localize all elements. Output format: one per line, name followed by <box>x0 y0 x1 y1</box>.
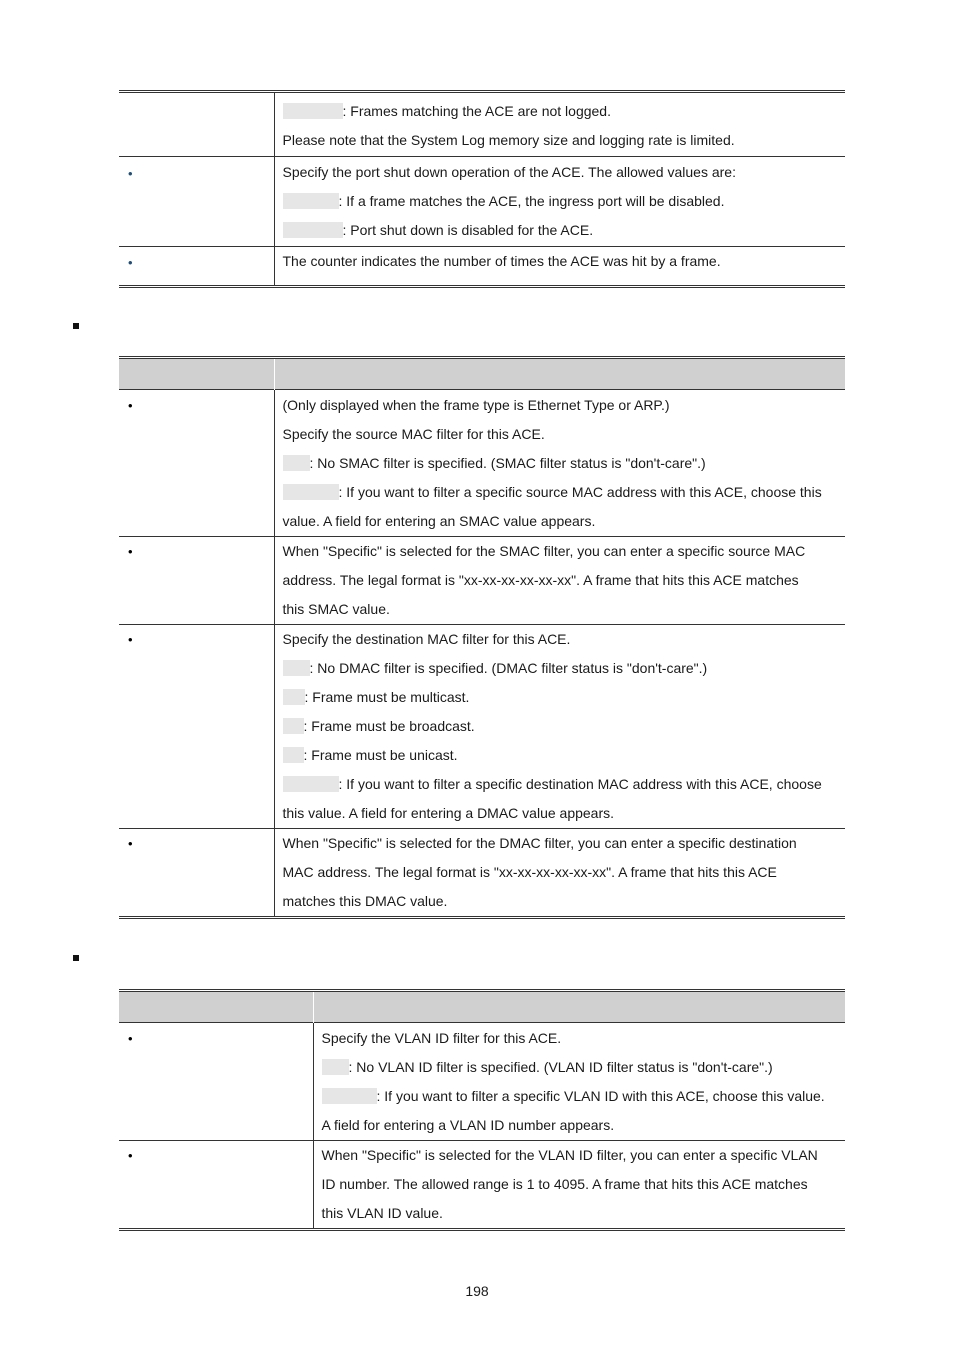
table-header <box>119 991 845 1023</box>
desc-line: this VLAN ID value. <box>321 1205 443 1221</box>
desc-line: The counter indicates the number of times the ACE was hit by a frame. <box>282 253 721 269</box>
desc-line: : Frame must be unicast. <box>283 741 838 770</box>
desc-line: : Port shut down is disabled for the ACE. <box>283 216 838 245</box>
desc-cell <box>274 247 845 287</box>
bullet-icon: • <box>128 544 133 559</box>
table-row <box>119 92 845 157</box>
bullet-icon: • <box>128 632 133 647</box>
desc-cell <box>274 157 845 247</box>
desc-line: Please note that the System Log memory size and logging rate is limited. <box>282 132 735 148</box>
table-row <box>119 157 845 247</box>
desc-line: When "Specific" is selected for the VLAN ID filter, you can enter a specific VLAN <box>321 1147 818 1163</box>
desc-line: : No DMAC filter is specified. (DMAC filter status is "don't-care".) <box>283 654 838 683</box>
desc-cell <box>313 1141 845 1230</box>
header-cell-description <box>274 358 845 390</box>
mac-parameter-table <box>119 356 845 919</box>
desc-cell <box>274 537 845 625</box>
param-cell <box>119 247 274 287</box>
param-cell <box>119 1023 313 1141</box>
value-highlight <box>283 747 304 763</box>
param-cell <box>119 829 274 918</box>
header-cell-description <box>313 991 845 1023</box>
desc-line: ID number. The allowed range is 1 to 4095. A frame that hits this ACE matches <box>321 1176 808 1192</box>
desc-line: Specify the source MAC filter for this ACE. <box>282 426 545 442</box>
param-cell <box>119 390 274 537</box>
desc-line: : If a frame matches the ACE, the ingress port will be disabled. <box>283 187 838 216</box>
value-highlight <box>283 103 343 119</box>
value-highlight <box>283 222 343 238</box>
header-cell-object <box>119 358 274 390</box>
desc-cell <box>274 625 845 829</box>
table-row <box>119 1141 845 1230</box>
bullet-icon: • <box>128 836 133 851</box>
desc-cell <box>313 1023 845 1141</box>
value-highlight <box>322 1088 377 1104</box>
table-row <box>119 1023 845 1141</box>
desc-line: : No SMAC filter is specified. (SMAC filter status is "don't-care".) <box>283 449 838 478</box>
desc-cell <box>274 390 845 537</box>
bullet-icon: • <box>128 1148 133 1163</box>
desc-line: this value. A field for entering a DMAC value appears. <box>282 805 615 821</box>
value-highlight <box>283 776 339 792</box>
value-highlight <box>322 1059 349 1075</box>
desc-line: this SMAC value. <box>282 601 390 617</box>
desc-line: Specify the destination MAC filter for this ACE. <box>282 631 571 647</box>
section-square-bullet-icon <box>73 955 79 961</box>
value-highlight <box>283 455 310 471</box>
desc-line: When "Specific" is selected for the DMAC filter, you can enter a specific destination <box>282 835 797 851</box>
desc-line: : Frame must be broadcast. <box>283 712 838 741</box>
bullet-icon: • <box>128 398 133 413</box>
table-row <box>119 247 845 287</box>
table-row <box>119 625 845 829</box>
desc-line: MAC address. The legal format is "xx-xx-xx-xx-xx-xx". A frame that hits this ACE <box>282 864 777 880</box>
table-header <box>119 358 845 390</box>
desc-line: matches this DMAC value. <box>282 893 448 909</box>
desc-line: A field for entering a VLAN ID number appears. <box>321 1117 615 1133</box>
param-cell <box>119 537 274 625</box>
table-row <box>119 390 845 537</box>
desc-line: Specify the port shut down operation of the ACE. The allowed values are: <box>282 164 736 180</box>
desc-line: : If you want to filter a specific VLAN ID with this ACE, choose this value. <box>322 1082 838 1111</box>
desc-line: : Frames matching the ACE are not logged. <box>283 97 838 126</box>
section-square-bullet-icon <box>73 323 79 329</box>
param-cell <box>119 1141 313 1230</box>
header-cell-object <box>119 991 313 1023</box>
value-highlight <box>283 660 310 676</box>
value-highlight <box>283 193 339 209</box>
value-highlight <box>283 718 304 734</box>
value-highlight <box>283 484 339 500</box>
table-row <box>119 829 845 918</box>
bullet-icon: • <box>128 166 133 181</box>
desc-line: When "Specific" is selected for the SMAC filter, you can enter a specific source MAC <box>282 543 806 559</box>
desc-line: : If you want to filter a specific destination MAC address with this ACE, choose <box>283 770 838 799</box>
desc-line: : Frame must be multicast. <box>283 683 838 712</box>
bullet-icon: • <box>128 1031 133 1046</box>
param-cell <box>119 625 274 829</box>
desc-line: : If you want to filter a specific source MAC address with this ACE, choose this <box>283 478 838 507</box>
desc-line: : No VLAN ID filter is specified. (VLAN ID filter status is "don't-care".) <box>322 1053 838 1082</box>
value-highlight <box>283 689 305 705</box>
param-cell <box>119 157 274 247</box>
page-number: 198 <box>465 1283 489 1299</box>
action-table-continued <box>119 90 845 288</box>
desc-line: value. A field for entering an SMAC value appears. <box>282 513 596 529</box>
desc-line: address. The legal format is "xx-xx-xx-xx-xx-xx". A frame that hits this ACE matches <box>282 572 799 588</box>
desc-cell <box>274 829 845 918</box>
table-row <box>119 537 845 625</box>
param-cell <box>119 92 274 157</box>
desc-line: (Only displayed when the frame type is Ethernet Type or ARP.) <box>282 397 670 413</box>
desc-line: Specify the VLAN ID filter for this ACE. <box>321 1030 562 1046</box>
desc-cell <box>274 92 845 157</box>
bullet-icon: • <box>128 255 133 270</box>
vlan-parameter-table <box>119 989 845 1231</box>
